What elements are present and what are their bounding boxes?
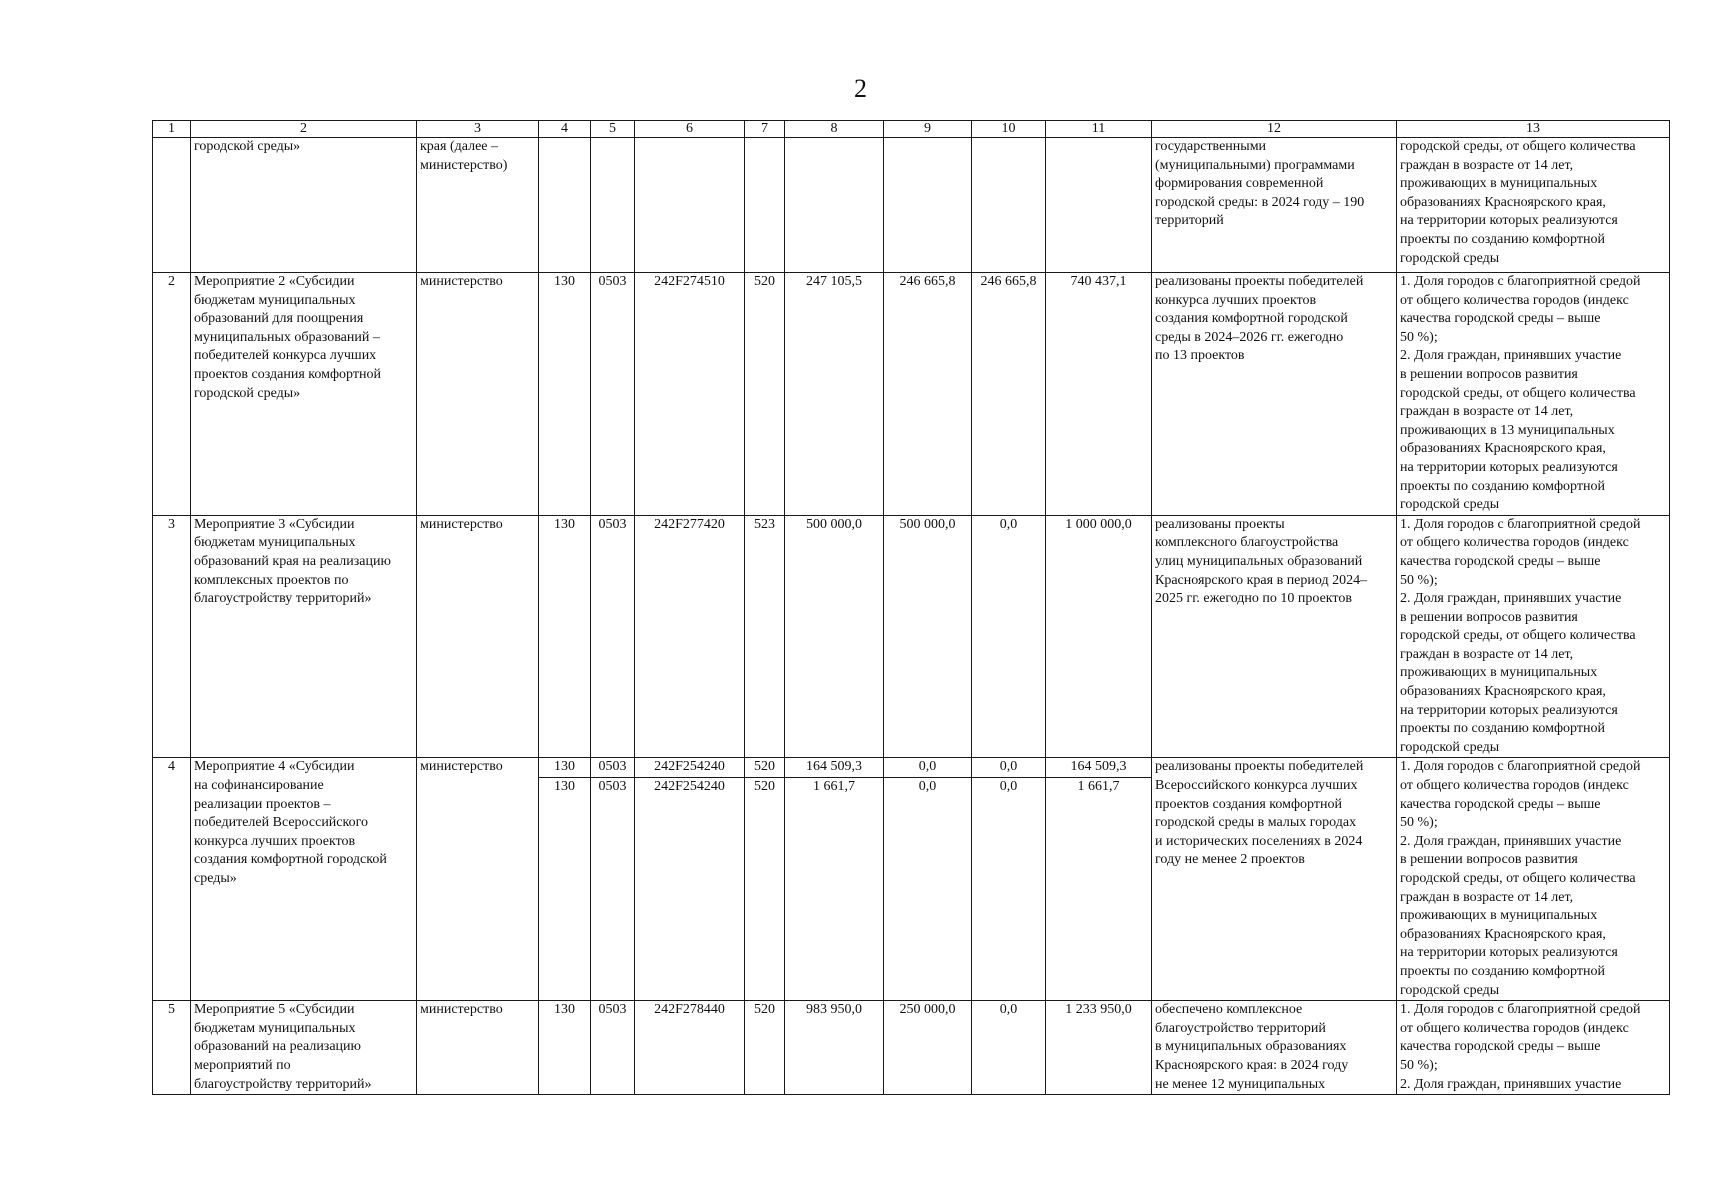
rzpr-code: 0503 (591, 273, 635, 516)
column-number: 3 (417, 121, 539, 138)
amount-2026: 0,0 (972, 515, 1046, 758)
amount-total (1046, 138, 1152, 273)
expected-result: реализованы проекты победителей Всероссийского конкурса лучших проектов создания комфортной городской среды в малых городах и исторических поселениях в 2024 году не менее 2 проектов (1152, 758, 1397, 1001)
table-row (153, 515, 1670, 758)
csr-code: 242F278440 (635, 1001, 745, 1095)
amount-2025 (884, 138, 972, 273)
expected-result: реализованы проекты победителей конкурса лучших проектов создания комфортной городской среды в 2024–2026 гг. ежегодно по 13 проектов (1152, 273, 1397, 516)
column-number: 10 (972, 121, 1046, 138)
amount-2025: 250 000,0 (884, 1001, 972, 1095)
indicators: 1. Доля городов с благоприятной средой от общего количества городов (индекс качества городской среды – выше 50 %); 2. Доля граждан, принявших участие (1397, 1001, 1670, 1095)
activity-name: Мероприятие 2 «Субсидии бюджетам муниципальных образований для поощрения муниципальных образований – победителей конкурса лучших проектов создания комфортной городской среды» (191, 273, 417, 516)
vr-code: 523 (745, 515, 785, 758)
table-row (153, 758, 1670, 1001)
gr-code: 130 (539, 1001, 591, 1095)
amount-2025 (884, 758, 972, 1001)
indicators: 1. Доля городов с благоприятной средой от общего количества городов (индекс качества городской среды – выше 50 %); 2. Доля граждан, принявших участие в решении вопросов развития городской среды, от общего количества граждан в возрасте от 14 лет, проживающих в муниципальных образованиях Красноярского края, на территории которых реализуются проекты по созданию комфортной городской среды (1397, 758, 1670, 1001)
vr-code-line: 520 (745, 758, 784, 778)
gr-code-line: 130 (539, 758, 590, 778)
amount-total-line: 1 661,7 (1077, 779, 1120, 795)
amount-2026-line: 0,0 (999, 779, 1018, 795)
executor: министерство (417, 515, 539, 758)
rzpr-code: 0503 (591, 1001, 635, 1095)
amount-2025: 246 665,8 (884, 273, 972, 516)
row-number: 5 (153, 1001, 191, 1095)
column-number-row (153, 121, 1670, 138)
column-number: 7 (745, 121, 785, 138)
vr-code (745, 758, 785, 1001)
row-number: 3 (153, 515, 191, 758)
column-number: 4 (539, 121, 591, 138)
gr-code (539, 138, 591, 273)
amount-total-line: 164 509,3 (1046, 758, 1151, 778)
amount-total (1046, 758, 1152, 1001)
vr-code: 520 (745, 1001, 785, 1095)
amount-2026: 0,0 (972, 1001, 1046, 1095)
row-number: 4 (153, 758, 191, 1001)
column-number: 5 (591, 121, 635, 138)
table-row (153, 138, 1670, 273)
vr-code-line: 520 (754, 779, 775, 795)
column-number: 1 (153, 121, 191, 138)
table-row (153, 273, 1670, 516)
activity-name: Мероприятие 3 «Субсидии бюджетам муниципальных образований края на реализацию комплексных проектов по благоустройству территорий» (191, 515, 417, 758)
csr-code-line: 242F254240 (654, 779, 725, 795)
column-number: 8 (785, 121, 884, 138)
amount-2024 (785, 758, 884, 1001)
column-number: 11 (1046, 121, 1152, 138)
amount-2024 (785, 138, 884, 273)
expected-result: реализованы проекты комплексного благоустройства улиц муниципальных образований Красноярского края в период 2024– 2025 гг. ежегодно по 10 проектов (1152, 515, 1397, 758)
amount-2024: 500 000,0 (785, 515, 884, 758)
amount-2025-line: 0,0 (918, 779, 937, 795)
csr-code (635, 758, 745, 1001)
csr-code-line: 242F254240 (635, 758, 744, 778)
rzpr-code (591, 138, 635, 273)
amount-2024-line: 1 661,7 (813, 779, 855, 795)
rzpr-code-line: 0503 (591, 758, 634, 778)
page-number: 2 (854, 74, 867, 103)
amount-2026-line: 0,0 (972, 758, 1045, 778)
executor: края (далее – министерство) (417, 138, 539, 273)
executor: министерство (417, 1001, 539, 1095)
amount-2024: 983 950,0 (785, 1001, 884, 1095)
amount-2024-line: 164 509,3 (785, 758, 883, 778)
amount-2025-line: 0,0 (884, 758, 971, 778)
column-number: 13 (1397, 121, 1670, 138)
amount-2024: 247 105,5 (785, 273, 884, 516)
indicators: 1. Доля городов с благоприятной средой от общего количества городов (индекс качества городской среды – выше 50 %); 2. Доля граждан, принявших участие в решении вопросов развития городской среды, от общего количества граждан в возрасте от 14 лет, проживающих в муниципальных образованиях Красноярского края, на территории которых реализуются проекты по созданию комфортной городской среды (1397, 515, 1670, 758)
rzpr-code (591, 758, 635, 1001)
expected-result: государственными (муниципальными) программами формирования современной городской среды: в 2024 году – 190 территорий (1152, 138, 1397, 273)
amount-total: 740 437,1 (1046, 273, 1152, 516)
vr-code (745, 138, 785, 273)
rzpr-code: 0503 (591, 515, 635, 758)
amount-total: 1 000 000,0 (1046, 515, 1152, 758)
gr-code: 130 (539, 273, 591, 516)
row-number (153, 138, 191, 273)
gr-code-line: 130 (554, 779, 575, 795)
csr-code (635, 138, 745, 273)
vr-code: 520 (745, 273, 785, 516)
amount-2026 (972, 758, 1046, 1001)
amount-2026 (972, 138, 1046, 273)
expected-result: обеспечено комплексное благоустройство территорий в муниципальных образованиях Красноярского края: в 2024 году не менее 12 муниципальных (1152, 1001, 1397, 1095)
executor: министерство (417, 273, 539, 516)
csr-code: 242F274510 (635, 273, 745, 516)
executor: министерство (417, 758, 539, 1001)
activity-name: Мероприятие 5 «Субсидии бюджетам муниципальных образований на реализацию мероприятий по благоустройству территорий» (191, 1001, 417, 1095)
column-number: 12 (1152, 121, 1397, 138)
activity-name: городской среды» (191, 138, 417, 273)
gr-code: 130 (539, 515, 591, 758)
column-number: 6 (635, 121, 745, 138)
amount-total: 1 233 950,0 (1046, 1001, 1152, 1095)
row-number: 2 (153, 273, 191, 516)
csr-code: 242F277420 (635, 515, 745, 758)
activity-name: Мероприятие 4 «Субсидии на софинансирование реализации проектов – победителей Всероссийского конкурса лучших проектов создания комфортной городской среды» (191, 758, 417, 1001)
column-number: 2 (191, 121, 417, 138)
table-row (153, 1001, 1670, 1095)
indicators: городской среды, от общего количества граждан в возрасте от 14 лет, проживающих в муниципальных образованиях Красноярского края, на территории которых реализуются проекты по созданию комфортной городской среды (1397, 138, 1670, 273)
gr-code (539, 758, 591, 1001)
rzpr-code-line: 0503 (598, 779, 627, 795)
column-number: 9 (884, 121, 972, 138)
indicators: 1. Доля городов с благоприятной средой от общего количества городов (индекс качества городской среды – выше 50 %); 2. Доля граждан, принявших участие в решении вопросов развития городской среды, от общего количества граждан в возрасте от 14 лет, проживающих в 13 муниципальных образованиях Красноярского края, на территории которых реализуются проекты по созданию комфортной городской среды (1397, 273, 1670, 516)
amount-2025: 500 000,0 (884, 515, 972, 758)
program-activities-table (152, 120, 1670, 1095)
amount-2026: 246 665,8 (972, 273, 1046, 516)
